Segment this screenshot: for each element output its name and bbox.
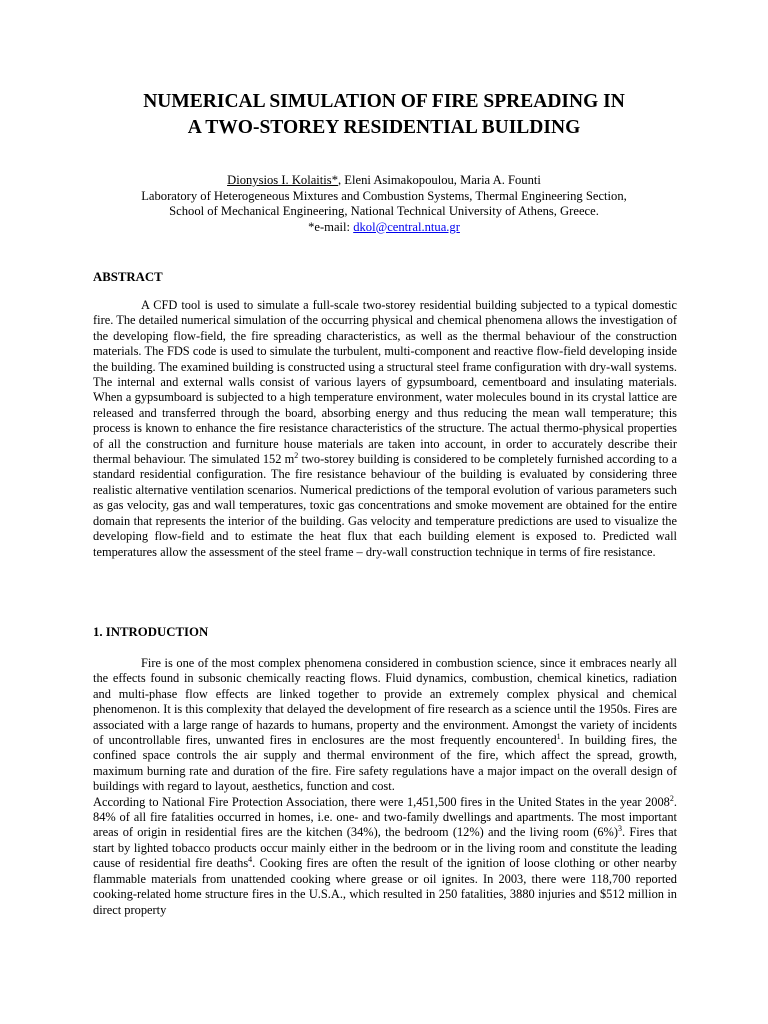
intro-p1-text-2: . In building fires, the confined space controls the air supply and thermal environment of the fire, which affect the spread, growth, maximum burning rate and duration of the fire. Fire safety regulations have a major impact on the overall design of buildings with regard to layout, aesthetics, function and cost. [93,733,677,794]
intro-paragraph-2 [93,795,677,918]
paper-title [60,89,708,141]
intro-p1-text-1: Fire is one of the most complex phenomena considered in combustion science, since it embraces nearly all the effects found in subsonic chemically reacting flows. Fluid dynamics, combustion, chemical kinetics, radiation and multi-phase flow effects are linked together to provide an extremely complex physical and chemical phenomenon. It is this complexity that delayed the development of fire research as a science until the 1950s. Fires are associated with a large range of hazards to humans, property and the environment. Amongst the variety of incidents of uncontrollable fires, unwanted fires in enclosures are the most frequently encountered [93,656,677,748]
abstract-body [93,298,677,560]
citation-2: 2 [669,793,674,803]
first-author: Dionysios I. Kolaitis* [227,173,338,187]
intro-p2-text-1: According to National Fire Protection Association, there were 1,451,500 fires in the United States in the year 2008 [93,794,670,809]
affiliation-line-1: Laboratory of Heterogeneous Mixtures and Combustion Systems, Thermal Engineering Section, [141,188,627,203]
intro-p2-text-3: . Fires that start by lighted tobacco products occur mainly either in the bedroom or in the living room and constitute the leading cause of residential fire deaths [93,825,678,871]
co-authors: , Eleni Asimakopoulou, Maria A. Founti [338,173,541,187]
title-line-2: A TWO-STOREY RESIDENTIAL BUILDING [187,117,581,138]
email-link[interactable]: dkol@central.ntua.gr [353,219,460,234]
abstract-paragraph [93,298,677,560]
abstract-text-part-1: A CFD tool is used to simulate a full-scale two-storey residential building subjected to a typical domestic fire. The detailed numerical simulation of the occurring physical and chemical phenomena allows the investigation of the developing flow-field, the fire spreading characteristics, as well as the thermal behaviour of the construction materials. The FDS code is used to simulate the turbulent, multi-component and reactive flow-field developing inside the building. The examined building is constructed using a structural steel frame configuration with dry-wall systems. The internal and external walls consist of various layers of gypsumboard, cementboard and insulating materials. When a gypsumboard is subjected to a high temperature environment, water molecules bound in its crystal lattice are released and transferred through the board, absorbing energy and thus reducing the mean wall temperature; this process is known to enhance the fire resistance characteristics of the structure. The actual thermo-physical properties of all the construction and furniture house materials are taken into account, in order to accurately describe their thermal behaviour. The simulated 152 m [93,298,677,467]
title-line-1: NUMERICAL SIMULATION OF FIRE SPREADING IN [143,91,625,112]
email-label: *e-mail: [308,219,354,234]
intro-paragraph-1 [93,656,677,795]
abstract-text-part-2: two-storey building is considered to be completely furnished according to a standard residential configuration. The fire resistance behaviour of the building is evaluated by considering three realistic alternative ventilation scenarios. Numerical predictions of the temporal evolution of various parameters such as gas velocity, gas and wall temperatures, toxic gas concentrations and smoke movement are obtained for the entire domain that represents the interior of the building. Gas velocity and temperature predictions are used to visualize the developing flow-field and to estimate the heat flux that each building element is exposed to. Predicted wall temperatures allow the assessment of the steel frame – dry-wall construction technique in terms of fire resistance. [93,452,677,559]
email-line [60,220,708,236]
intro-p2-text-4: . Cooking fires are often the result of the ignition of loose clothing or other nearby flammable materials from unattended cooking where grease or oil ignites. In 2003, there were 118,700 reported cooking-related home structure fires in the U.S.A., which resulted in 250 fatalities, 3880 injuries and $512 million in direct property [93,856,677,917]
author-block [60,173,708,235]
introduction-body [93,656,677,918]
introduction-heading: 1. INTRODUCTION [93,625,209,639]
intro-p2-text-2: . 84% of all fire fatalities occurred in homes, i.e. one- and two-family dwellings and apartments. The most important areas of origin in residential fires are the kitchen (34%), the bedroom (12%) and the living room (6%) [93,794,677,840]
affiliation-line-2: School of Mechanical Engineering, National Technical University of Athens, Greece. [169,204,599,218]
citation-3: 3 [618,824,623,834]
abstract-heading: ABSTRACT [93,270,163,284]
citation-1: 1 [556,731,561,741]
superscript-2: 2 [294,450,299,460]
citation-4: 4 [248,855,253,865]
author-list [60,173,708,189]
